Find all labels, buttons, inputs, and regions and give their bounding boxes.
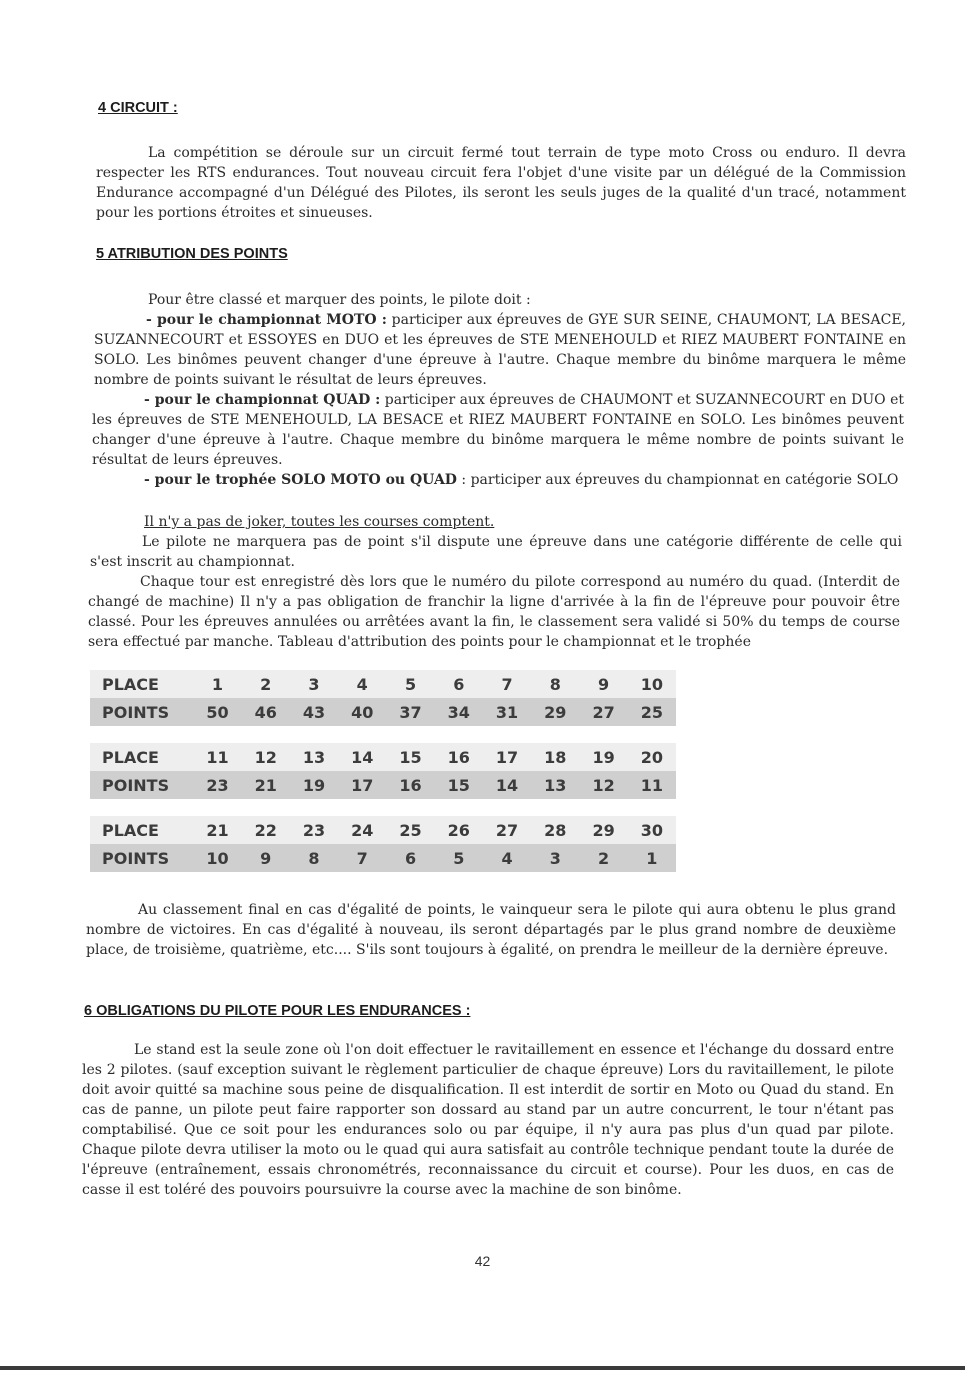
points-row — [90, 844, 676, 872]
place-row-cell: 2 — [242, 670, 290, 698]
points-row — [90, 771, 676, 799]
table-spacer-row — [90, 799, 676, 816]
tie-rule-text: Au classement final en cas d'égalité de points, le vainqueur sera le pilote qui aura obtenu le plus grand nombre de victoires. En cas d'égalité à nouveau, ils seront départagés par le plus grand nombre de deuxième place, de troisième, quatrième, etc.... S'ils sont toujours à égalité, on prendra le meilleur de la dernière épreuve. — [86, 902, 896, 958]
points-intro — [96, 290, 906, 310]
place-row-cell: 30 — [628, 816, 676, 844]
place-row-cell: 1 — [193, 670, 241, 698]
solo-trophy-text: : participer aux épreuves du championnat en catégorie SOLO — [461, 472, 899, 488]
place-row-cell: 27 — [483, 816, 531, 844]
points-row-cell: 29 — [531, 698, 579, 726]
points-row-cell: 13 — [531, 771, 579, 799]
joker-text: Il n'y a pas de joker, toutes les courses comptent. — [144, 514, 495, 530]
points-row-cell: 1 — [628, 844, 676, 872]
place-row-cell: 10 — [628, 670, 676, 698]
place-row-cell: 18 — [531, 743, 579, 771]
moto-championship-rule — [94, 310, 906, 390]
points-row-cell: 15 — [435, 771, 483, 799]
points-row-cell: 8 — [290, 844, 338, 872]
circuit-text: La compétition se déroule sur un circuit fermé tout terrain de type moto Cross ou enduro. Il devra respecter les RTS endurances. Tout nouveau circuit fera l'objet d'une visite par un délégué de la Commission Endurance accompagné d'un Délégué des Pilotes, ils seront les seuls juges de la qualité d'un tracé, notamment pour les portions étroites et sinueuses. — [96, 145, 906, 221]
place-row-cell: 8 — [531, 670, 579, 698]
tour-rule-text: Chaque tour est enregistré dès lors que le numéro du pilote correspond au numéro du quad. (Interdit de changé de machine) Il n'y a pas obligation de franchir la ligne d'arrivée à la fin de l'épreuve pour pouvoir être classé. Pour les épreuves annulées ou arrêtées avant la fin, le classement sera validé si 50% du temps de course sera effectué par manche. Tableau d'attribution des points pour le championnat et le trophée — [88, 574, 900, 650]
points-row-cell: 2 — [579, 844, 627, 872]
points-row-cell: 3 — [531, 844, 579, 872]
place-row-cell: 17 — [483, 743, 531, 771]
points-row-cell: 17 — [338, 771, 386, 799]
obligations-paragraph — [82, 1040, 894, 1200]
place-row-cell: 3 — [290, 670, 338, 698]
circuit-paragraph — [96, 143, 906, 223]
place-row-cell: 24 — [338, 816, 386, 844]
place-row — [90, 670, 676, 698]
moto-championship-label: - pour le championnat MOTO : — [146, 312, 387, 328]
place-row-cell: 13 — [290, 743, 338, 771]
points-row-cell: 37 — [386, 698, 434, 726]
points-row-cell: 21 — [242, 771, 290, 799]
quad-championship-rule — [92, 390, 904, 470]
quad-championship-text: participer aux épreuves de CHAUMONT et SUZANNECOURT en DUO et les épreuves de STE MENEHOULD, LA BESACE et RIEZ MAUBERT FONTAINE en SOLO. Les binômes peuvent changer d'une épreuve à l'autre. Chaque membre du binôme marquera le même nombre de points suivant le résultat de leurs épreuves. — [92, 392, 904, 468]
points-table — [90, 670, 676, 872]
points-row — [90, 698, 676, 726]
points-row-cell: 34 — [435, 698, 483, 726]
moto-championship-text: participer aux épreuves de GYE SUR SEINE, CHAUMONT, LA BESACE, SUZANNECOURT et ESSOYES en DUO et les épreuves de STE MENEHOULD et RIEZ MAUBERT FONTAINE en SOLO. Les binômes peuvent changer d'une épreuve à l'autre. Chaque membre du binôme marquera le même nombre de points suivant le résultat de leurs épreuves. — [94, 312, 906, 388]
points-row-cell: 46 — [242, 698, 290, 726]
place-row-cell: 21 — [193, 816, 241, 844]
joker-rule — [92, 512, 902, 532]
section-heading-circuit: 4 CIRCUIT : — [98, 100, 178, 116]
place-row — [90, 743, 676, 771]
place-row-cell: 7 — [483, 670, 531, 698]
place-row — [90, 816, 676, 844]
quad-championship-label: - pour le championnat QUAD : — [144, 392, 381, 408]
points-row-cell: 27 — [579, 698, 627, 726]
points-row-cell: 23 — [193, 771, 241, 799]
place-row-cell: 20 — [628, 743, 676, 771]
section-heading-obligations: 6 OBLIGATIONS DU PILOTE POUR LES ENDURANCES : — [84, 1003, 471, 1019]
points-row-cell: 5 — [435, 844, 483, 872]
scan-edge-bar — [0, 1366, 965, 1370]
points-row-cell: 31 — [483, 698, 531, 726]
points-row-cell: 10 — [193, 844, 241, 872]
points-row-cell: 12 — [579, 771, 627, 799]
points-row-cell: 4 — [483, 844, 531, 872]
points-row-cell: 16 — [386, 771, 434, 799]
place-row-cell: 5 — [386, 670, 434, 698]
table-spacer-row — [90, 726, 676, 743]
place-row-cell: 23 — [290, 816, 338, 844]
points-row-cell: 7 — [338, 844, 386, 872]
points-row-cell: 19 — [290, 771, 338, 799]
tour-rule — [88, 572, 900, 652]
points-row-cell: 40 — [338, 698, 386, 726]
place-row-cell: 12 — [242, 743, 290, 771]
solo-trophy-rule — [92, 470, 902, 490]
page-number: 42 — [474, 1253, 491, 1269]
place-row-cell: 6 — [435, 670, 483, 698]
place-row-cell: 26 — [435, 816, 483, 844]
place-row-cell: 11 — [193, 743, 241, 771]
section-heading-points: 5 ATRIBUTION DES POINTS — [96, 246, 288, 262]
points-row-cell: 14 — [483, 771, 531, 799]
obligations-text: Le stand est la seule zone où l'on doit effectuer le ravitaillement en essence et l'échange du dossard entre les 2 pilotes. (sauf exception suivant le règlement particulier de chaque épreuve) Lors du ravitaillement, le pilote doit avoir quitté sa machine sous peine de disqualification. Il est interdit de sortir en Moto ou Quad du stand. En cas de panne, un pilote peut faire rapporter son dossard au stand par un autre concurrent, le tour n'étant pas comptabilisé. Que ce soit pour les endurances solo ou par équipe, il n'y aura pas plus d'un quad par pilote. Chaque pilote devra utiliser la moto ou le quad qui aura satisfait au contrôle technique pendant toute la durée de l'épreuve (entraînement, essais chronométrés, reconnaissance du circuit et course). Pour les duos, en cas de casse il est toléré des pouvoirs poursuivre la course avec la machine de son binôme. — [82, 1042, 894, 1198]
points-row-cell: 50 — [193, 698, 241, 726]
place-row-cell: 15 — [386, 743, 434, 771]
points-row-label: POINTS — [90, 698, 193, 726]
points-row-cell: 6 — [386, 844, 434, 872]
place-row-cell: 29 — [579, 816, 627, 844]
place-row-cell: 28 — [531, 816, 579, 844]
points-row-cell: 43 — [290, 698, 338, 726]
place-row-label: PLACE — [90, 816, 193, 844]
solo-trophy-label: - pour le trophée SOLO MOTO ou QUAD — [144, 472, 457, 488]
place-row-cell: 4 — [338, 670, 386, 698]
place-row-label: PLACE — [90, 670, 193, 698]
points-row-label: POINTS — [90, 771, 193, 799]
category-rule — [90, 532, 902, 572]
place-row-cell: 19 — [579, 743, 627, 771]
points-row-cell: 9 — [242, 844, 290, 872]
place-row-cell: 22 — [242, 816, 290, 844]
points-row-cell: 25 — [628, 698, 676, 726]
points-intro-text: Pour être classé et marquer des points, le pilote doit : — [148, 292, 531, 308]
place-row-cell: 16 — [435, 743, 483, 771]
points-row-label: POINTS — [90, 844, 193, 872]
place-row-cell: 14 — [338, 743, 386, 771]
place-row-cell: 25 — [386, 816, 434, 844]
place-row-label: PLACE — [90, 743, 193, 771]
points-row-cell: 11 — [628, 771, 676, 799]
place-row-cell: 9 — [579, 670, 627, 698]
tie-rule — [86, 900, 896, 960]
category-rule-text: Le pilote ne marquera pas de point s'il dispute une épreuve dans une catégorie différente de celle qui s'est inscrit au championnat. — [90, 534, 902, 570]
